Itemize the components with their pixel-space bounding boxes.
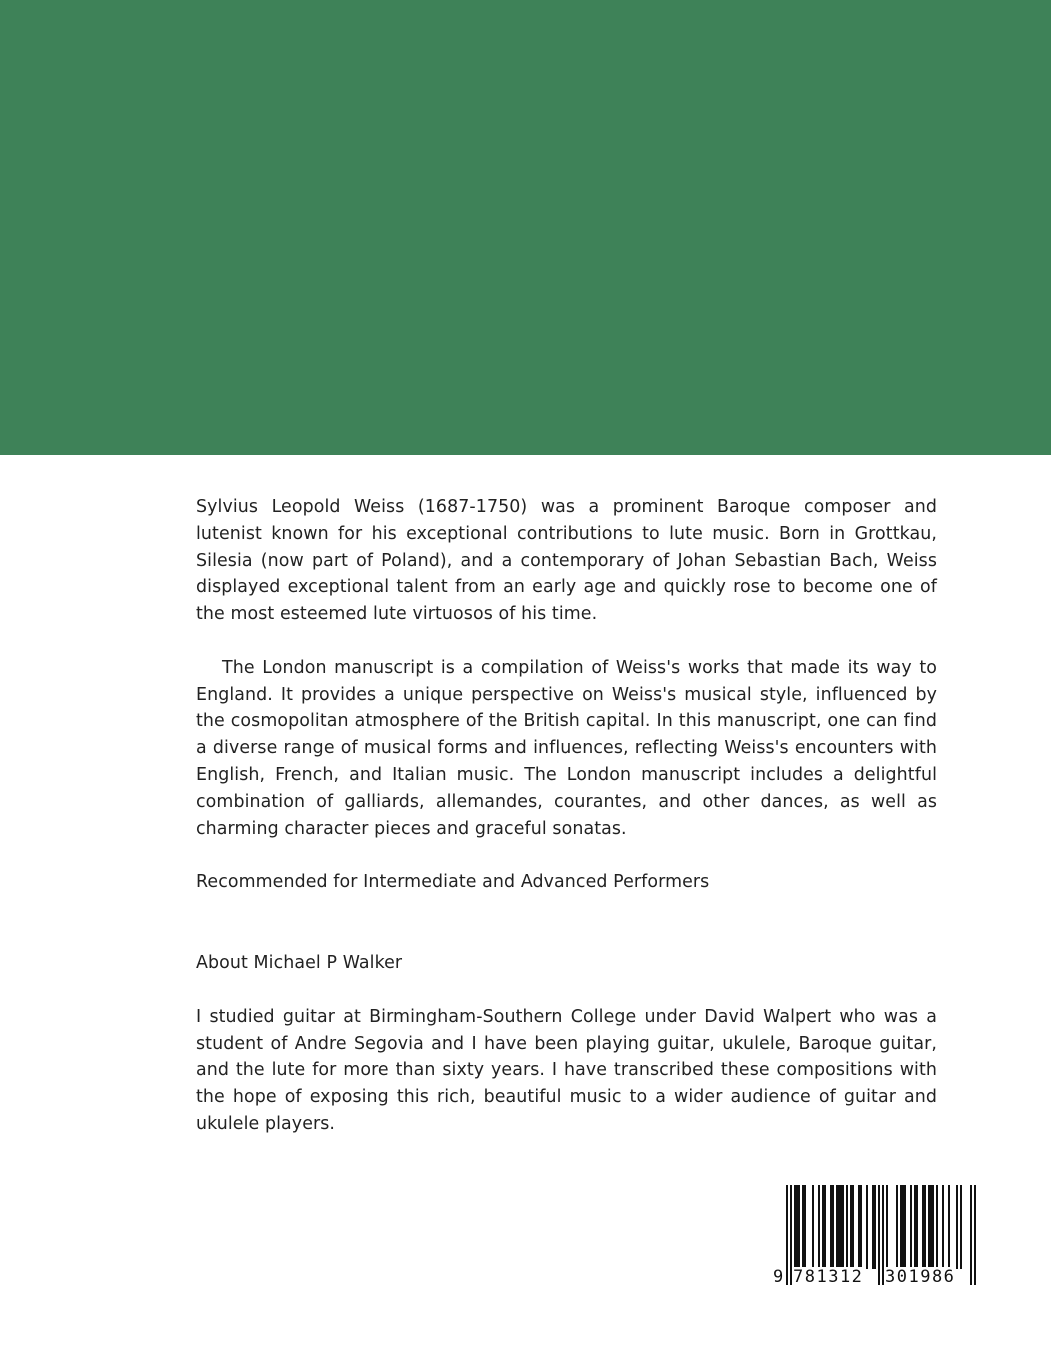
barcode-bar (936, 1185, 938, 1269)
barcode-bar (850, 1185, 852, 1269)
barcode-bar (852, 1185, 854, 1269)
barcode-bar (796, 1185, 798, 1269)
barcode-bar (960, 1185, 962, 1269)
barcode-right-digits: 301986 (885, 1267, 956, 1287)
barcode-bar (860, 1185, 862, 1269)
barcode-bar (798, 1185, 800, 1269)
intro-paragraph: Sylvius Leopold Weiss (1687-1750) was a prominent Baroque composer and lutenist known for his exceptional contributions to lute music. Born in Grottkau, Silesia (now part of Poland), and a contemporary of Johan Sebastian Bach, Weiss displayed exceptional talent from an early age and quickly rose to become one of the most esteemed lute virtuosos of his time. (196, 497, 937, 625)
barcode-bar (804, 1185, 806, 1269)
barcode-bar (910, 1185, 912, 1269)
isbn-barcode (772, 1185, 984, 1291)
barcode-bar (900, 1185, 902, 1269)
barcode-bar (830, 1185, 832, 1269)
barcode-bar (846, 1185, 848, 1269)
back-cover-text (196, 494, 937, 1138)
barcode-bar (930, 1185, 932, 1269)
barcode-bar (832, 1185, 834, 1269)
barcode-bar (872, 1185, 874, 1269)
barcode-bar (902, 1185, 904, 1269)
author-heading: About Michael P Walker (196, 952, 403, 973)
barcode-bar (786, 1185, 788, 1285)
barcode-bar (818, 1185, 820, 1269)
barcode-bar (874, 1185, 876, 1269)
barcode-bar (822, 1185, 824, 1269)
barcode-bar (878, 1185, 880, 1285)
barcode-bar (928, 1185, 930, 1269)
cover-color-banner (0, 0, 1051, 455)
barcode-bar (914, 1185, 916, 1269)
barcode-bar (836, 1185, 838, 1269)
barcode-bar (974, 1185, 976, 1285)
barcode-bar (842, 1185, 844, 1269)
barcode-bar (956, 1185, 958, 1269)
barcode-bar (858, 1185, 860, 1269)
barcode-left-digits: 781312 (793, 1267, 864, 1287)
barcode-bar (904, 1185, 906, 1269)
barcode-bar (886, 1185, 888, 1269)
author-bio: I studied guitar at Birmingham-Southern College under David Walpert who was a student of Andre Segovia and I have been playing guitar, ukulele, Baroque guitar, and the lute for more than sixty years. I have transcribed these compositions with the hope of exposing this rich, beautiful music to a wider audience of guitar and ukulele players. (196, 1006, 937, 1134)
recommendation-text: Recommended for Intermediate and Advanced Performers (196, 872, 710, 893)
barcode-bar (922, 1185, 924, 1269)
manuscript-paragraph: The London manuscript is a compilation of Weiss's works that made its way to England. It provides a unique perspective on Weiss's musical style, influenced by the cosmopolitan atmosphere of the British capital. In this manuscript, one can find a diverse range of musical forms and influences, reflecting Weiss's encounters with English, French, and Italian music. The London manuscript includes a delightful combination of galliards, allemandes, courantes, and other dances, as well as charming character pieces and graceful sonatas. (196, 657, 937, 839)
barcode-bar (924, 1185, 926, 1269)
barcode-bar (896, 1185, 898, 1269)
barcode-bar (932, 1185, 934, 1269)
barcode-bar (802, 1185, 804, 1269)
barcode-bar (970, 1185, 972, 1285)
barcode-bar (942, 1185, 944, 1269)
barcode-bar (840, 1185, 842, 1269)
barcode-bar (794, 1185, 796, 1269)
barcode-bar (948, 1185, 950, 1269)
barcode-bar (812, 1185, 814, 1269)
barcode-bar (866, 1185, 868, 1269)
barcode-first-digit: 9 (773, 1267, 785, 1287)
barcode-bar (916, 1185, 918, 1269)
barcode-bar (838, 1185, 840, 1269)
barcode-bar (824, 1185, 826, 1269)
